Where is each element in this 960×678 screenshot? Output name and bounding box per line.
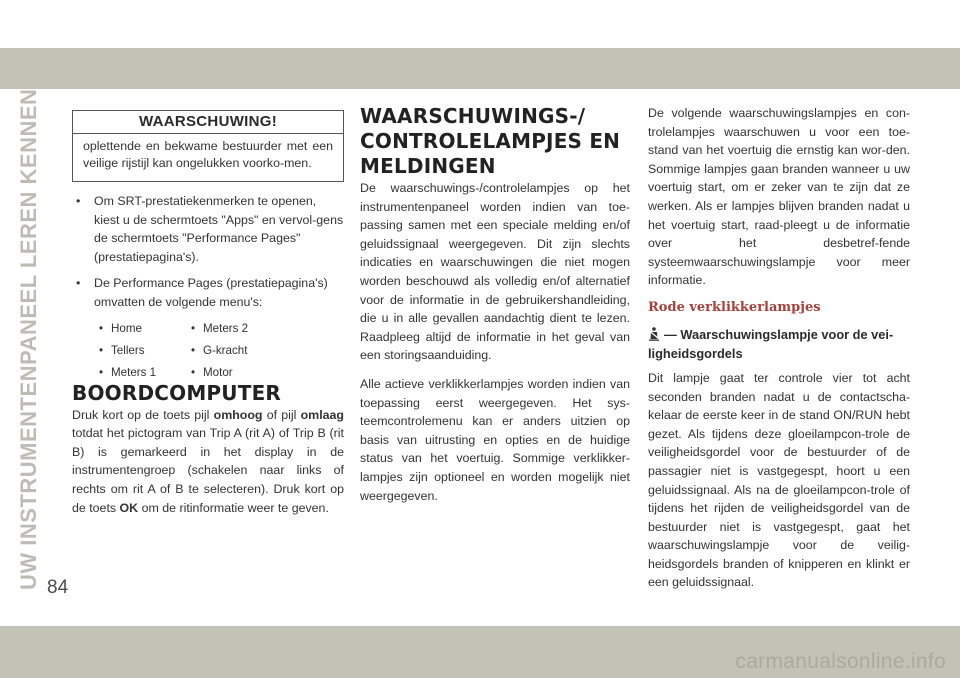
warning-box <box>72 110 344 182</box>
menu-item-meters-1: • Meters 1 <box>99 364 191 381</box>
watermark: carmanualsonline.info <box>735 650 946 673</box>
section-title-boordcomputer: BOORDCOMPUTER <box>72 380 282 405</box>
column-1 <box>72 104 344 517</box>
bullet-item: • De Performance Pages (prestatiepagina's) omvatten de volgende menu's: <box>72 274 344 311</box>
column-3-paragraph-1: De volgende waarschuwingslampjes en con-trolelampjes waarschuwen u voor een toe-stand van het voertuig die ernstig kan wor-den. Sommige lampjes gaan branden wanneer u uw voertuig start, om er zeker van te zijn dat ze werken. Als er lampjes blijven branden nadat u het voertuig start, raad-pleegt u de informatie over het desbetref-fende systeemwaarschuwingslampje voor meer informatie. <box>648 106 910 288</box>
page-number: 84 <box>47 577 69 598</box>
seatbelt-warning-text: Dit lampje gaat ter controle vier tot acht seconden branden nadat u de contactscha-kelaar de eerste keer in de stand ON/RUN hebt gezet. Als tijdens deze gloeilampcon-trole de veiligheidsgordel voor de bestuurder of de passagier niet is vastgegespt, hoort u een geluidssignaal. Als na de gloeilampcon-trole of tijdens het rijden de veiligheidsgordel van de bestuurder niet is vastgegespt, gaat het waarschuwingslampje voor de veilig-heidsgordels branden of knipperen en klinkt er een geluidssignaal. <box>648 370 910 590</box>
seatbelt-warning-heading: — Waarschuwingslampje voor de vei-ligheidsgordels <box>648 326 894 361</box>
boordcomputer-text: Druk kort op de toets pijl omhoog of pijl omlaag totdat het pictogram van Trip A (rit A) of Trip B (rit B) is gemarkeerd in het display in de instrumentengroep (schakelen naar links of rechts om rit A of B te selecteren). Druk kort op de toets OK om de ritinformatie weer te geven. <box>72 407 344 515</box>
column-3 <box>648 104 910 592</box>
menu-list <box>99 320 344 381</box>
side-chapter-title: UW INSTRUMENTENPANEEL LEREN KENNEN <box>16 88 41 590</box>
menu-item-g-kracht: • G-kracht <box>191 342 311 359</box>
menu-item-motor: • Motor <box>191 364 311 381</box>
warning-text: oplettende en bekwame bestuurder met een veilige rijstijl kan ongelukken voorko-men. <box>83 139 333 170</box>
top-band <box>0 48 960 89</box>
key-ok: OK <box>119 500 139 515</box>
column-2 <box>360 104 630 505</box>
bullet-list <box>72 192 344 312</box>
menu-item-tellers: • Tellers <box>99 342 191 359</box>
bullet-item: • Om SRT-prestatiekenmerken te openen, kiest u de schermtoets "Apps" en vervol-gens de schermtoets "Performance Pages" (prestatiepagina's). <box>72 192 344 266</box>
section-title-waarschuwings: WAARSCHUWINGS-/ CONTROLELAMPJES EN MELDINGEN <box>360 104 621 178</box>
seatbelt-icon <box>648 327 660 341</box>
key-omhoog: omhoog <box>213 407 263 422</box>
waarschuwings-paragraph-1: De waarschuwings-/controlelampjes op het instrumentenpaneel worden indien van toe-passing samen met een speciale melding en/of geluidssignaal weergegeven. Dit zijn slechts indicaties en waarschuwingen die niet mogen worden beschouwd als volledig en/of alternatief voor de informatie in de gebruikershandleiding, die u in alle gevallen aandachtig dient te lezen. Raadpleeg altijd de informatie in het geval van een storingsaanduiding. <box>360 181 630 363</box>
warning-title: WAARSCHUWING! <box>73 111 343 134</box>
menu-item-meters-2: • Meters 2 <box>191 320 311 337</box>
waarschuwings-paragraph-2: Alle actieve verklikkerlampjes worden indien van toepassing eerst weergegeven. Het sys-teemcontrolemenu kan er anders uitzien op basis van uitrusting en opties en de huidige status van het voertuig. Sommige verklikker-lampjes zijn optioneel en worden mogelijk niet weergegeven. <box>360 376 630 503</box>
key-omlaag: omlaag <box>300 407 344 422</box>
menu-item-home: • Home <box>99 320 191 337</box>
red-lights-heading: Rode verklikkerlampjes <box>648 299 821 315</box>
